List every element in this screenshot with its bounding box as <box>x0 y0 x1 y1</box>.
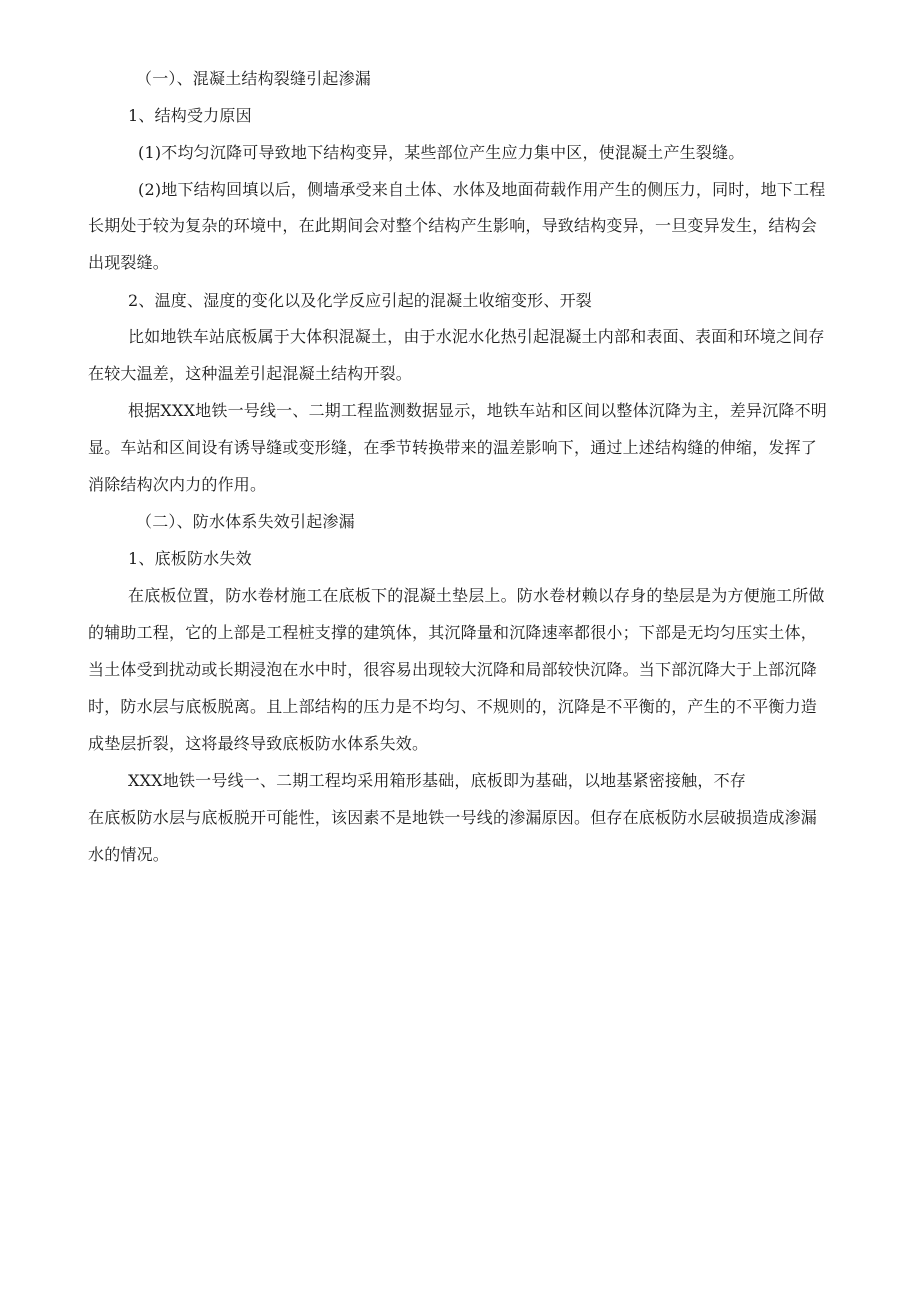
section-1-heading: （一）、混凝土结构裂缝引起渗漏 <box>136 69 372 88</box>
section-1-subheading-1: 1、结构受力原因 <box>128 106 252 125</box>
section-1-item-1: (1)不均匀沉降可导致地下结构变异，某些部位产生应力集中区，使混凝土产生裂缝。 <box>138 143 745 162</box>
section-2-paragraph-2-line-3: 水的情况。 <box>88 845 170 864</box>
section-2-paragraph-1-line-1: 在底板位置，防水卷材施工在底板下的混凝土垫层上。防水卷材赖以存身的垫层是为方便施工所做 <box>128 586 825 605</box>
section-2-paragraph-1-line-4: 时，防水层与底板脱离。且上部结构的压力是不均匀、不规则的，沉降是不平衡的，产生的不平衡力造 <box>88 697 818 716</box>
section-2-paragraph-2-line-1: XXX地铁一号线一、二期工程均采用箱形基础，底板即为基础，以地基紧密接触，不存 <box>128 771 746 790</box>
section-1-paragraph-2-line-2: 显。车站和区间设有诱导缝或变形缝，在季节转换带来的温差影响下，通过上述结构缝的伸缩，发挥了 <box>88 438 818 457</box>
section-1-item-2-line-1: (2)地下结构回填以后，侧墙承受来自土体、水体及地面荷载作用产生的侧压力，同时，地下工程 <box>138 180 826 199</box>
section-2-paragraph-1-line-2: 的辅助工程，它的上部是工程桩支撑的建筑体，其沉降量和沉降速率都很小；下部是无均匀压实土体， <box>88 623 818 642</box>
section-2-paragraph-2-line-2: 在底板防水层与底板脱开可能性，该因素不是地铁一号线的渗漏原因。但存在底板防水层破损造成渗漏 <box>88 808 818 827</box>
section-2-paragraph-1-line-5: 成垫层折裂，这将最终导致底板防水体系失效。 <box>88 734 429 753</box>
section-2-heading: （二）、防水体系失效引起渗漏 <box>136 512 355 531</box>
section-1-item-2-line-2: 长期处于较为复杂的环境中，在此期间会对整个结构产生影响，导致结构变异，一旦变异发生，结构会 <box>88 216 818 235</box>
section-1-paragraph-2-line-3: 消除结构次内力的作用。 <box>88 475 267 494</box>
section-1-paragraph-1-line-2: 在较大温差，这种温差引起混凝土结构开裂。 <box>88 364 413 383</box>
section-1-item-2-line-3: 出现裂缝。 <box>88 253 170 272</box>
section-1-paragraph-1-line-1: 比如地铁车站底板属于大体积混凝土，由于水泥水化热引起混凝土内部和表面、表面和环境之间存 <box>128 327 825 346</box>
section-1-paragraph-2-line-1: 根据XXX地铁一号线一、二期工程监测数据显示，地铁车站和区间以整体沉降为主，差异沉降不明 <box>128 401 827 420</box>
section-2-subheading-1: 1、底板防水失效 <box>128 549 252 568</box>
section-1-subheading-2: 2、温度、湿度的变化以及化学反应引起的混凝土收缩变形、开裂 <box>128 291 592 310</box>
section-2-paragraph-1-line-3: 当土体受到扰动或长期浸泡在水中时，很容易出现较大沉降和局部较快沉降。当下部沉降大于上部沉降 <box>88 660 818 679</box>
